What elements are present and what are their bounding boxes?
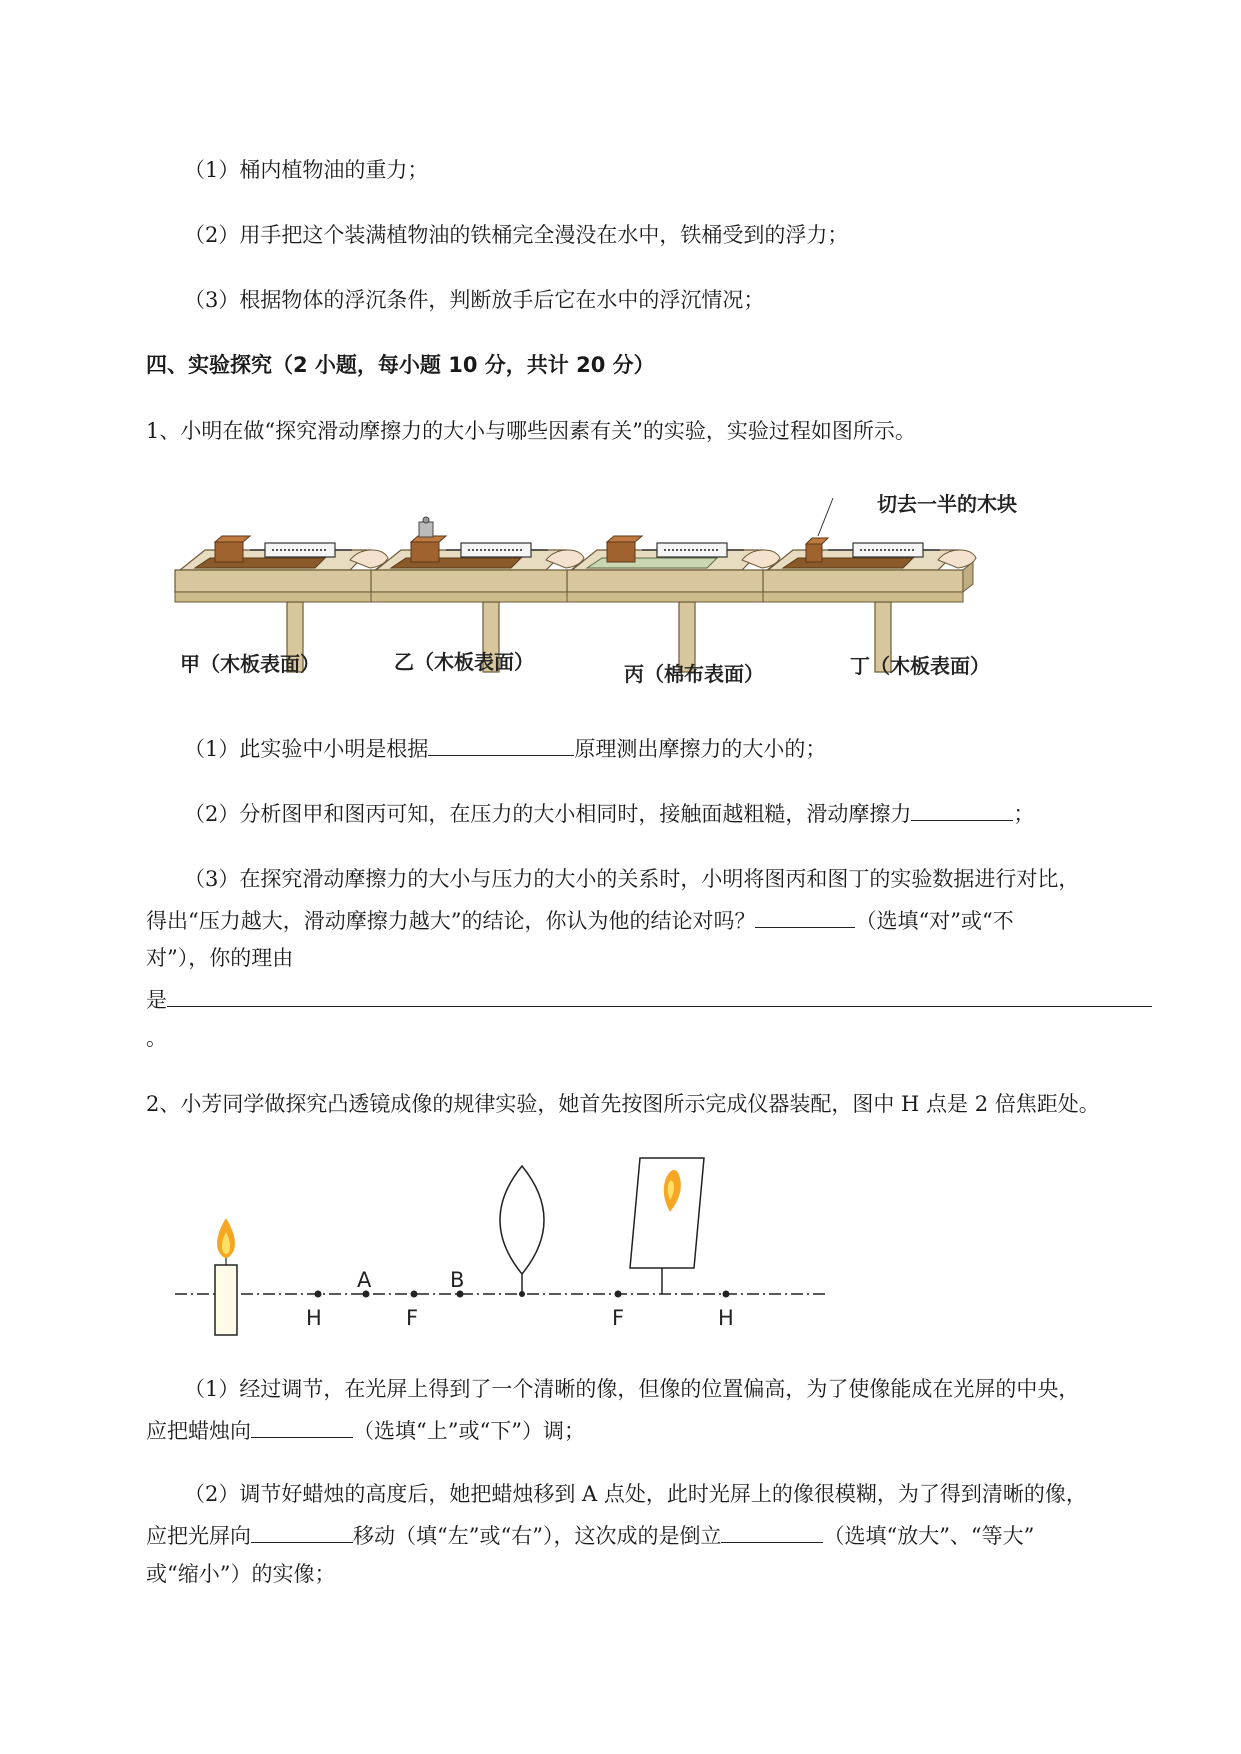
problem2-intro: 2、小芳同学做探究凸透镜成像的规律实验，她首先按图所示完成仪器装配，图中 H 点是 2 倍焦距处。 <box>146 1092 1100 1116</box>
answer-blank[interactable] <box>755 905 855 928</box>
prev-question-3: （3）根据物体的浮沉条件，判断放手后它在水中的浮沉情况； <box>184 288 765 312</box>
p2-question-1-line1: （1）经过调节，在光屏上得到了一个清晰的像，但像的位置偏高，为了使像能成在光屏的中央， <box>184 1377 1080 1401</box>
answer-blank[interactable] <box>428 733 574 756</box>
p1-question-2: （2）分析图甲和图丙可知，在压力的大小相同时，接触面越粗糙，滑动摩擦力 ； <box>184 798 1034 828</box>
point-label-h-left: H <box>306 1306 322 1330</box>
p2-question-2-line3: 或“缩小”）的实像； <box>146 1562 336 1586</box>
caption-jia: 甲（木板表面） <box>180 652 320 676</box>
point-label-b: B <box>450 1268 465 1292</box>
p1-question-1: （1）此实验中小明是根据 原理测出摩擦力的大小的； <box>184 733 826 763</box>
candle-icon <box>215 1218 237 1335</box>
point-label-f-right: F <box>612 1306 625 1330</box>
answer-blank[interactable] <box>911 798 1013 821</box>
p1-question-3-line4: 是 <box>146 984 1152 1014</box>
reason-blank[interactable] <box>167 984 1152 1007</box>
convex-lens-icon <box>500 1166 544 1297</box>
caption-yi: 乙（木板表面） <box>394 650 534 674</box>
problem1-intro: 1、小明在做“探究滑动摩擦力的大小与哪些因素有关”的实验，实验过程如图所示。 <box>146 419 916 443</box>
caption-bing: 丙（棉布表面） <box>624 662 764 686</box>
point-label-f-left: F <box>406 1306 419 1330</box>
point-label-a: A <box>357 1268 372 1292</box>
p1-question-3-line3: 对”），你的理由 <box>146 946 294 970</box>
answer-blank[interactable] <box>251 1415 353 1438</box>
p2-question-1-line2: 应把蜡烛向 （选填“上”或“下”）调； <box>146 1415 585 1445</box>
prev-question-2: （2）用手把这个装满植物油的铁桶完全漫没在水中，铁桶受到的浮力； <box>184 223 849 247</box>
p2-question-2-line1: （2）调节好蜡烛的高度后，她把蜡烛移到 A 点处，此时光屏上的像很模糊，为了得到清晰的像， <box>184 1482 1087 1506</box>
light-screen-icon <box>630 1158 704 1294</box>
prev-question-1: （1）桶内植物油的重力； <box>184 158 429 182</box>
answer-blank[interactable] <box>251 1520 353 1543</box>
caption-ding: 丁（木板表面） <box>850 654 990 678</box>
answer-blank[interactable] <box>721 1520 823 1543</box>
p2-question-2-line2: 应把光屏向 移动（填“左”或“右”），这次成的是倒立 （选填“放大”、“等大” <box>146 1520 1034 1550</box>
annotation-half-block: 切去一半的木块 <box>877 492 1017 516</box>
section-heading: 四、实验探究（2 小题，每小题 10 分，共计 20 分） <box>146 353 655 377</box>
setup-ding <box>763 498 976 672</box>
point-label-h-right: H <box>718 1306 734 1330</box>
p1-question-3-line1: （3）在探究滑动摩擦力的大小与压力的大小的关系时，小明将图丙和图丁的实验数据进行对比， <box>184 867 1080 891</box>
setup-bing <box>567 536 780 672</box>
p1-question-3-line2: 得出“压力越大，滑动摩擦力越大”的结论，你认为他的结论对吗？ （选填“对”或“不 <box>146 905 1014 935</box>
p1-question-3-end: 。 <box>146 1026 167 1050</box>
